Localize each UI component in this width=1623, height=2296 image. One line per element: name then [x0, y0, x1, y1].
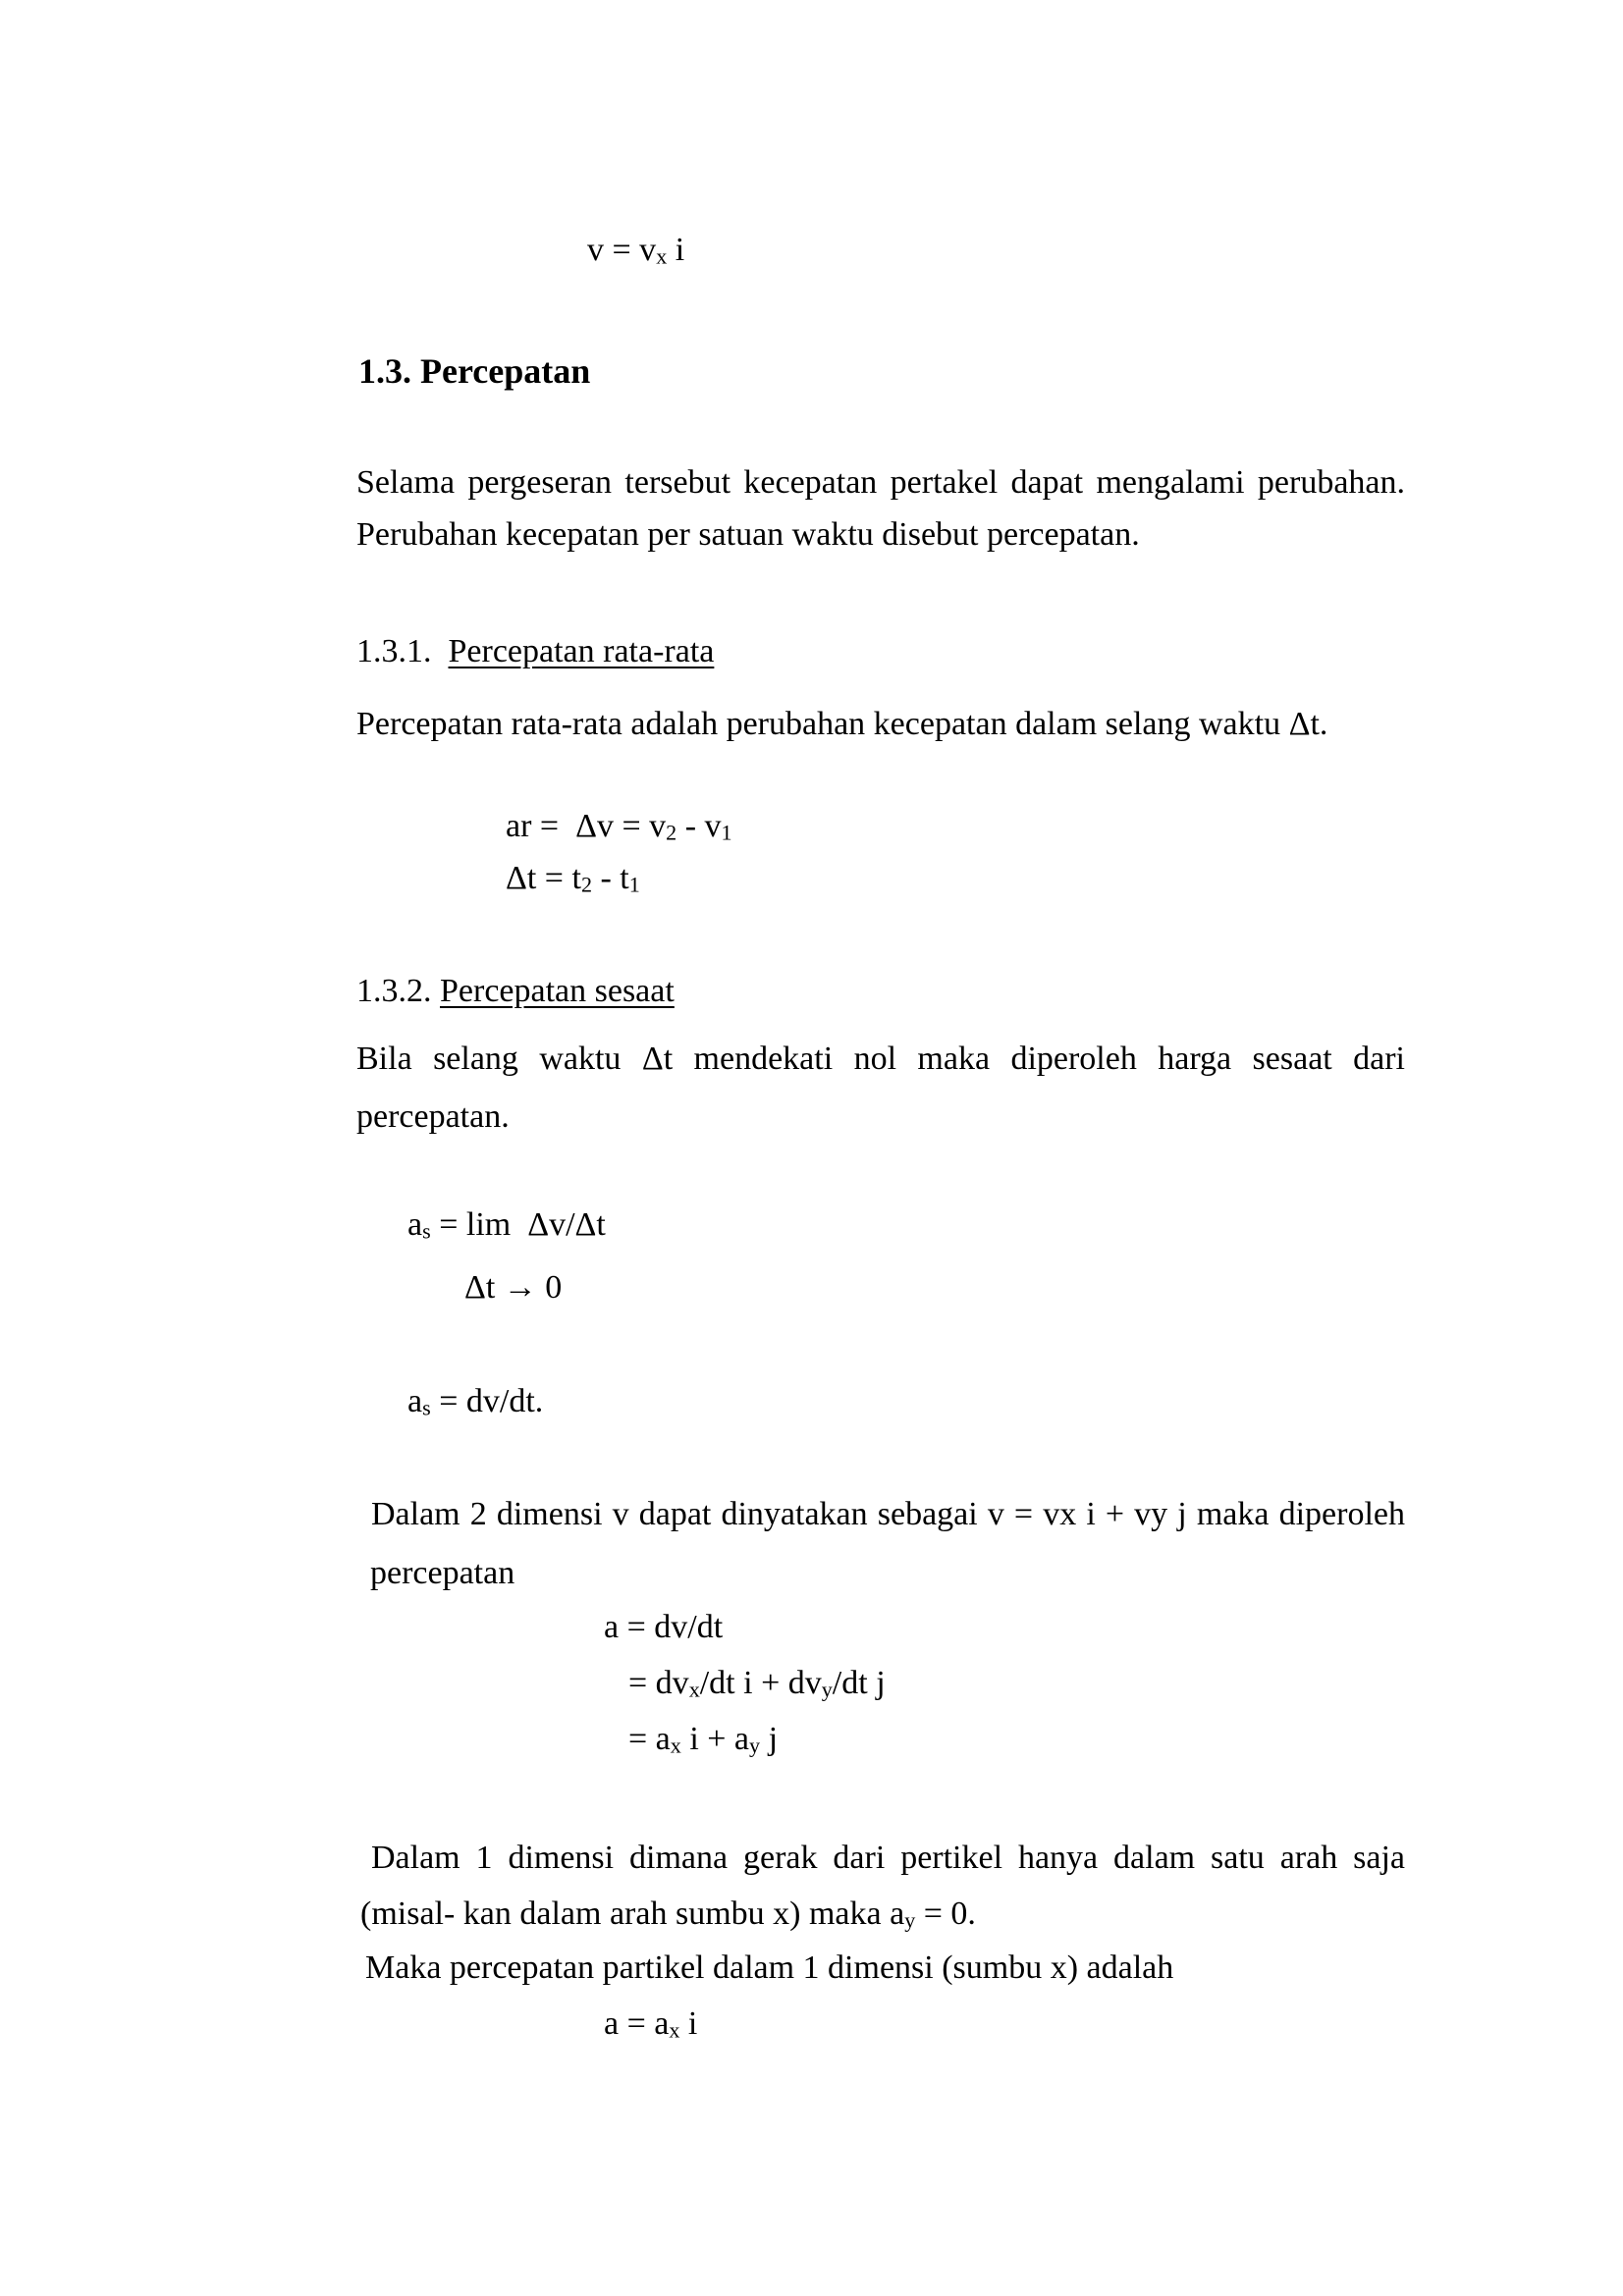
subscript-text: s	[422, 1218, 431, 1244]
equation-v-vx-i	[587, 234, 684, 267]
paragraph-dalam-2-dimensi-line-1: Dalam 2 dimensi v dapat dinyatakan sebagai v = vx i + vy j maka diperoleh	[371, 1496, 1405, 1532]
text-segment: i + a	[680, 1721, 750, 1757]
equation-a-ax-ay	[628, 1723, 778, 1756]
paragraph-dalam-1-dimensi-line-1: Dalam 1 dimensi dimana gerak dari pertikel hanya dalam satu arah saja	[371, 1840, 1405, 1876]
text-segment: ar = Δv = v	[506, 808, 667, 844]
equation-a-dvdt: a = dv/dt	[604, 1609, 724, 1645]
equation-a-ax-i	[604, 2007, 697, 2041]
heading-section-1-3: 1.3. Percepatan	[358, 351, 591, 391]
subscript-text: 1	[721, 820, 732, 845]
text-segment: j	[760, 1721, 779, 1757]
text-segment: Percepatan rata-rata	[448, 633, 715, 669]
text-segment: = lim Δv/Δt	[430, 1206, 606, 1243]
paragraph-dalam-2-dimensi-line-2: percepatan	[370, 1555, 515, 1591]
paragraph-selama-line-2: Perubahan kecepatan per satuan waktu disebut percepatan.	[356, 516, 1140, 553]
text-segment: = 0.	[915, 1896, 976, 1932]
subscript-text: x	[670, 1733, 681, 1758]
text-segment: Percepatan sesaat	[440, 973, 675, 1009]
text-segment: Δt = t	[506, 860, 581, 896]
text-segment: /dt j	[832, 1665, 886, 1701]
text-segment: - t	[591, 860, 629, 896]
paragraph-bila-line-1: Bila selang waktu Δt mendekati nol maka diperoleh harga sesaat dari	[356, 1041, 1405, 1077]
paragraph-maka-percepatan: Maka percepatan partikel dalam 1 dimensi (sumbu x) adalah	[365, 1949, 1174, 1986]
text-segment: a	[407, 1383, 423, 1419]
text-segment: = a	[628, 1721, 671, 1757]
subscript-text: s	[422, 1395, 431, 1420]
subscript-text: y	[821, 1677, 833, 1702]
text-segment: - v	[676, 808, 722, 844]
heading-section-1-3-1	[356, 635, 714, 668]
text-segment: a	[407, 1206, 423, 1243]
text-segment: i	[667, 232, 685, 268]
subscript-text: 2	[580, 872, 592, 897]
text-segment: /dt i + dv	[699, 1665, 822, 1701]
equation-delta-t-to-zero: Δt → 0	[464, 1269, 563, 1306]
subscript-text: y	[749, 1733, 761, 1758]
text-segment: 1.3.1.	[356, 633, 449, 669]
equation-as-lim	[407, 1208, 606, 1242]
text-segment: = dv/dt.	[430, 1383, 544, 1419]
subscript-text: y	[904, 1907, 916, 1933]
text-segment: = dv	[628, 1665, 689, 1701]
subscript-text: x	[656, 243, 668, 269]
text-segment: (misal- kan dalam arah sumbu x) maka a	[360, 1896, 905, 1932]
subscript-text: x	[669, 2017, 680, 2043]
equation-as-dvdt	[407, 1385, 543, 1418]
paragraph-selama-line-1: Selama pergeseran tersebut kecepatan pertakel dapat mengalami perubahan.	[356, 464, 1405, 501]
text-segment: v = v	[587, 232, 657, 268]
text-segment: i	[679, 2005, 698, 2042]
equation-ar-delta-v	[506, 810, 732, 843]
text-segment: 1.3.2.	[356, 973, 440, 1009]
heading-section-1-3-2	[356, 975, 675, 1008]
paragraph-dalam-1-dimensi-line-2	[360, 1897, 976, 1931]
paragraph-bila-line-2: percepatan.	[356, 1098, 510, 1135]
subscript-text: 2	[666, 820, 677, 845]
equation-delta-t	[506, 862, 640, 895]
subscript-text: 1	[628, 872, 640, 897]
equation-a-dvx-dvy	[628, 1667, 886, 1700]
text-segment: a = a	[604, 2005, 670, 2042]
subscript-text: x	[688, 1677, 700, 1702]
paragraph-percepatan-rata-rata: Percepatan rata-rata adalah perubahan kecepatan dalam selang waktu Δt.	[356, 706, 1328, 742]
